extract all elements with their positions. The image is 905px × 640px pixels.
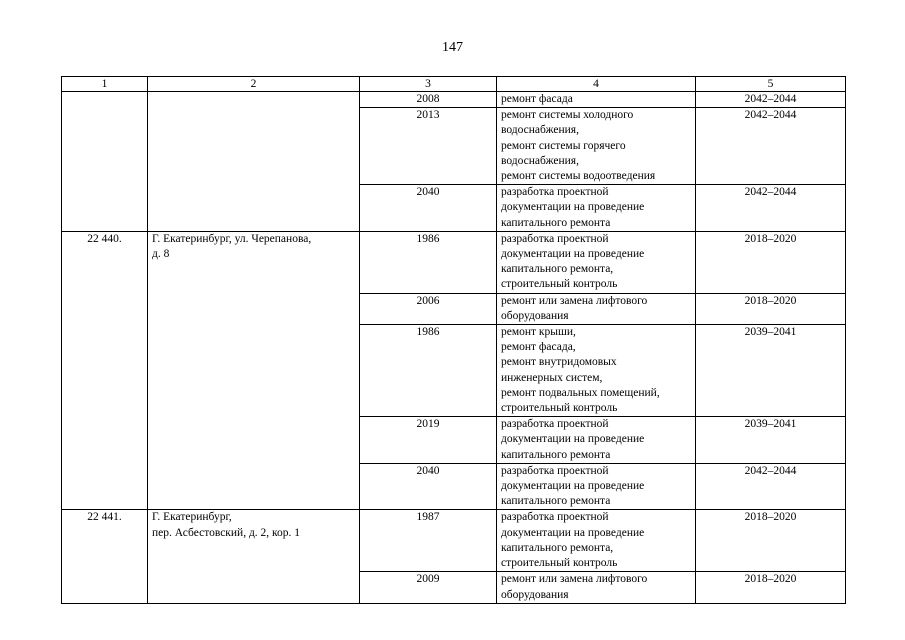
period-cell: 2018–2020 <box>696 572 846 603</box>
address-cell <box>148 92 360 232</box>
year-cell: 2040 <box>360 185 497 232</box>
work-line: разработка проектной <box>501 418 609 431</box>
work-line: ремонт внутридомовых <box>501 356 617 369</box>
work-line: ремонт фасада <box>501 93 573 105</box>
work-line: документации на проведение <box>501 480 645 493</box>
table-header-row <box>62 77 846 92</box>
work-cell <box>497 185 696 232</box>
year-cell: 2006 <box>360 293 497 324</box>
work-line: строительный контроль <box>501 402 618 415</box>
repair-schedule-table <box>61 76 846 604</box>
work-line: строительный контроль <box>501 278 618 291</box>
work-line: разработка проектной <box>501 511 609 524</box>
work-cell <box>497 293 696 324</box>
column-header-4: 4 <box>497 77 696 92</box>
period-cell: 2042–2044 <box>696 92 846 108</box>
year-cell: 2013 <box>360 108 497 185</box>
period-cell: 2039–2041 <box>696 325 846 417</box>
work-line: оборудования <box>501 309 569 322</box>
work-line: разработка проектной <box>501 464 609 477</box>
table-row <box>62 92 846 108</box>
work-line: оборудования <box>501 588 569 601</box>
work-line: документации на проведение <box>501 201 645 214</box>
work-cell <box>497 108 696 185</box>
work-line: ремонт системы холодного <box>501 109 634 122</box>
work-line: документации на проведение <box>501 248 645 261</box>
table-row <box>62 231 846 293</box>
address-line: Г. Екатеринбург, ул. Черепанова, <box>152 232 312 245</box>
period-cell: 2018–2020 <box>696 510 846 572</box>
address-line: Г. Екатеринбург, <box>152 511 232 524</box>
work-line: капитального ремонта <box>501 216 611 229</box>
work-line: ремонт крыши, <box>501 326 576 339</box>
period-cell: 2042–2044 <box>696 463 846 510</box>
period-cell: 2042–2044 <box>696 108 846 185</box>
work-cell <box>497 417 696 464</box>
work-line: капитального ремонта <box>501 495 611 508</box>
work-line: разработка проектной <box>501 186 609 199</box>
year-cell: 2040 <box>360 463 497 510</box>
work-line: инженерных систем, <box>501 371 603 384</box>
column-header-1: 1 <box>62 77 148 92</box>
number-cell: 22 441. <box>62 510 148 603</box>
column-header-2: 2 <box>148 77 360 92</box>
number-cell: 22 440. <box>62 231 148 510</box>
period-cell: 2042–2044 <box>696 185 846 232</box>
work-line: документации на проведение <box>501 526 645 539</box>
period-cell: 2018–2020 <box>696 231 846 293</box>
work-line: строительный контроль <box>501 557 618 570</box>
work-line: ремонт подвальных помещений, <box>501 386 660 399</box>
work-cell <box>497 231 696 293</box>
year-cell: 2008 <box>360 92 497 108</box>
work-line: разработка проектной <box>501 232 609 245</box>
column-header-3: 3 <box>360 77 497 92</box>
table-row <box>62 510 846 572</box>
number-cell <box>62 92 148 232</box>
work-cell <box>497 92 696 108</box>
work-cell <box>497 463 696 510</box>
year-cell: 2019 <box>360 417 497 464</box>
work-cell <box>497 572 696 603</box>
work-line: документации на проведение <box>501 433 645 446</box>
work-line: водоснабжения, <box>501 124 579 137</box>
work-line: ремонт или замена лифтового <box>501 294 648 307</box>
year-cell: 2009 <box>360 572 497 603</box>
period-cell: 2018–2020 <box>696 293 846 324</box>
work-line: капитального ремонта <box>501 448 611 461</box>
column-header-5: 5 <box>696 77 846 92</box>
page-number: 147 <box>442 40 463 55</box>
work-line: капитального ремонта, <box>501 263 614 276</box>
work-line: капитального ремонта, <box>501 541 614 554</box>
work-line: ремонт системы водоотведения <box>501 170 656 183</box>
work-line: ремонт фасада, <box>501 341 576 354</box>
year-cell: 1986 <box>360 231 497 293</box>
work-line: водоснабжения, <box>501 154 579 167</box>
address-cell <box>148 231 360 510</box>
address-line: пер. Асбестовский, д. 2, кор. 1 <box>152 526 301 539</box>
work-cell <box>497 510 696 572</box>
year-cell: 1987 <box>360 510 497 572</box>
address-line: д. 8 <box>152 248 170 261</box>
period-cell: 2039–2041 <box>696 417 846 464</box>
year-cell: 1986 <box>360 325 497 417</box>
work-line: ремонт системы горячего <box>501 139 626 152</box>
work-cell <box>497 325 696 417</box>
work-line: ремонт или замена лифтового <box>501 573 648 586</box>
address-cell <box>148 510 360 603</box>
